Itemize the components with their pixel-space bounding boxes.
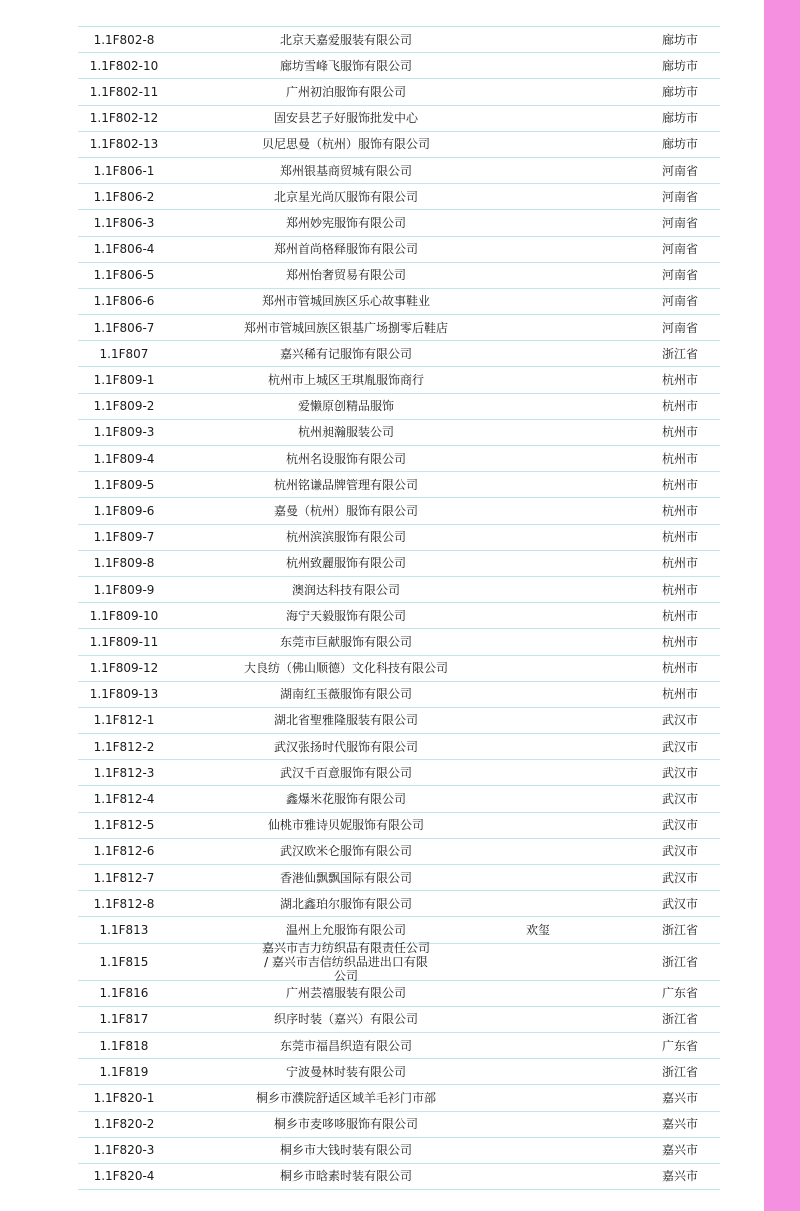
table-row [78,551,720,577]
booth-code-cell: 1.1F813 [99,922,149,937]
company-name-cell: 澳润达科技有限公司 [291,582,400,597]
company-name-cell: 桐乡市大钱时装有限公司 [279,1143,412,1158]
company-name-cell: 杭州致麗服饰有限公司 [285,556,406,571]
booth-code-cell: 1.1F806-3 [93,215,155,230]
region-cell: 杭州市 [661,503,698,518]
table-row [78,813,720,839]
table-row [78,184,720,210]
region-cell: 浙江省 [661,1012,698,1027]
booth-code-cell: 1.1F812-2 [93,739,155,754]
region-cell: 廊坊市 [661,58,698,73]
company-name-cell: 杭州昶瀚服装公司 [297,425,394,440]
region-cell: 武汉市 [661,818,698,833]
company-name-cell: 郑州银基商贸城有限公司 [279,163,412,178]
booth-code-cell: 1.1F812-1 [93,713,155,728]
company-name-cell: 广州芸禧服装有限公司 [285,986,406,1001]
company-name-cell: 鑫爆米花服饰有限公司 [285,792,406,807]
booth-code-cell: 1.1F806-5 [93,268,155,283]
table-row [78,367,720,393]
company-name-cell: 温州上允服饰有限公司 [285,922,406,937]
region-cell: 武汉市 [661,713,698,728]
company-name-cell: 郑州市管城回族区乐心故事鞋业 [261,294,430,309]
table-row [78,210,720,236]
table-row [78,420,720,446]
company-name-cell: 桐乡市晗素时装有限公司 [279,1169,412,1184]
booth-code-cell: 1.1F812-4 [93,792,155,807]
booth-code-cell: 1.1F820-3 [93,1143,155,1158]
region-cell: 杭州市 [661,556,698,571]
company-name-cell: 广州初泊服饰有限公司 [285,84,406,99]
region-cell: 武汉市 [661,765,698,780]
region-cell: 河南省 [661,163,698,178]
region-cell: 杭州市 [661,608,698,623]
region-cell: 廊坊市 [661,84,698,99]
table-row [78,289,720,315]
region-cell: 杭州市 [661,687,698,702]
company-name-cell: 宁波曼林时装有限公司 [285,1064,406,1079]
region-cell: 广东省 [661,986,698,1001]
booth-code-cell: 1.1F818 [99,1038,149,1053]
booth-code-cell: 1.1F802-12 [89,111,159,126]
company-name-cell: 大良纺（佛山顺德）文化科技有限公司 [243,661,448,676]
booth-code-cell: 1.1F802-11 [89,84,159,99]
booth-code-cell: 1.1F802-8 [93,32,155,47]
region-cell: 嘉兴市 [661,1169,698,1184]
booth-code-cell: 1.1F809-11 [89,634,159,649]
table-row [78,1112,720,1138]
table-row [78,577,720,603]
region-cell: 杭州市 [661,399,698,414]
region-cell: 杭州市 [661,451,698,466]
region-cell: 嘉兴市 [661,1143,698,1158]
region-cell: 河南省 [661,215,698,230]
company-name-cell: 桐乡市濮院舒适区域羊毛衫门市部 [255,1090,436,1105]
brand-cell: 欢玺 [525,922,550,937]
booth-code-cell: 1.1F819 [99,1064,149,1079]
exhibitor-table [78,26,720,1190]
booth-code-cell: 1.1F809-7 [93,530,155,545]
company-name-cell: 湖北省聖雅隆服装有限公司 [273,713,418,728]
company-name-cell: 织序时装（嘉兴）有限公司 [273,1012,418,1027]
region-cell: 杭州市 [661,425,698,440]
booth-code-cell: 1.1F812-3 [93,765,155,780]
company-name-cell: 嘉曼（杭州）服饰有限公司 [273,503,418,518]
region-cell: 河南省 [661,294,698,309]
table-row [78,1164,720,1190]
company-name-cell: 爱懒原创精品服饰 [297,399,394,414]
company-name-cell: 杭州滨滨服饰有限公司 [285,530,406,545]
table-row [78,839,720,865]
booth-code-cell: 1.1F812-5 [93,818,155,833]
region-cell: 武汉市 [661,792,698,807]
region-cell: 河南省 [661,189,698,204]
booth-code-cell: 1.1F809-3 [93,425,155,440]
booth-code-cell: 1.1F802-10 [89,58,159,73]
region-cell: 河南省 [661,320,698,335]
region-cell: 河南省 [661,242,698,257]
table-row [78,79,720,105]
booth-code-cell: 1.1F809-5 [93,477,155,492]
table-row [78,760,720,786]
table-row [78,1033,720,1059]
region-cell: 浙江省 [661,954,698,969]
company-name-cell: 桐乡市麦哆哆服饰有限公司 [273,1117,418,1132]
booth-code-cell: 1.1F809-6 [93,503,155,518]
table-row [78,158,720,184]
region-cell: 广东省 [661,1038,698,1053]
table-row [78,891,720,917]
region-cell: 杭州市 [661,582,698,597]
company-name-cell: 嘉兴市吉力纺织品有限责任公司 / 嘉兴市吉信纺织品进出口有限公司 [261,940,430,983]
table-row [78,1059,720,1085]
booth-code-cell: 1.1F812-6 [93,844,155,859]
company-name-cell: 东莞市巨献服饰有限公司 [279,634,412,649]
table-row [78,1007,720,1033]
company-name-cell: 贝尼思曼（杭州）服饰有限公司 [261,137,430,152]
table-row [78,656,720,682]
region-cell: 廊坊市 [661,111,698,126]
company-name-cell: 湖南红玉薇服饰有限公司 [279,687,412,702]
table-row [78,446,720,472]
table-row [78,981,720,1007]
table-row [78,629,720,655]
table-row [78,237,720,263]
table-row [78,525,720,551]
company-name-cell: 东莞市福昌织造有限公司 [279,1038,412,1053]
table-row [78,27,720,53]
region-cell: 廊坊市 [661,32,698,47]
region-cell: 嘉兴市 [661,1090,698,1105]
table-row [78,1138,720,1164]
booth-code-cell: 1.1F806-2 [93,189,155,204]
region-cell: 河南省 [661,268,698,283]
region-cell: 浙江省 [661,922,698,937]
table-row [78,708,720,734]
table-row [78,734,720,760]
side-color-strip [764,0,800,1211]
company-name-cell: 武汉欧米仑服饰有限公司 [279,844,412,859]
booth-code-cell: 1.1F807 [99,346,149,361]
table-row [78,786,720,812]
region-cell: 浙江省 [661,1064,698,1079]
booth-code-cell: 1.1F809-8 [93,556,155,571]
booth-code-cell: 1.1F820-2 [93,1117,155,1132]
booth-code-cell: 1.1F812-7 [93,870,155,885]
company-name-cell: 固安县艺子好服饰批发中心 [273,111,418,126]
company-name-cell: 香港仙飘飘国际有限公司 [279,870,412,885]
booth-code-cell: 1.1F809-9 [93,582,155,597]
booth-code-cell: 1.1F812-8 [93,896,155,911]
booth-code-cell: 1.1F802-13 [89,137,159,152]
table-row [78,940,720,983]
table-row [78,498,720,524]
region-cell: 浙江省 [661,346,698,361]
region-cell: 杭州市 [661,634,698,649]
region-cell: 武汉市 [661,870,698,885]
booth-code-cell: 1.1F820-1 [93,1090,155,1105]
table-row [78,263,720,289]
booth-code-cell: 1.1F809-4 [93,451,155,466]
region-cell: 廊坊市 [661,137,698,152]
company-name-cell: 郑州市管城回族区银基广场捌零后鞋店 [243,320,448,335]
region-cell: 武汉市 [661,896,698,911]
table-row [78,682,720,708]
booth-code-cell: 1.1F806-6 [93,294,155,309]
company-name-cell: 嘉兴稀有记服饰有限公司 [279,346,412,361]
company-name-cell: 海宁天毅服饰有限公司 [285,608,406,623]
booth-code-cell: 1.1F809-10 [89,608,159,623]
table-row [78,472,720,498]
company-name-cell: 郑州妙宪服饰有限公司 [285,215,406,230]
company-name-cell: 仙桃市雅诗贝妮服饰有限公司 [267,818,424,833]
company-name-cell: 杭州名设服饰有限公司 [285,451,406,466]
table-row [78,106,720,132]
region-cell: 杭州市 [661,661,698,676]
company-name-cell: 郑州首尚格释服饰有限公司 [273,242,418,257]
region-cell: 杭州市 [661,477,698,492]
region-cell: 嘉兴市 [661,1117,698,1132]
table-row [78,53,720,79]
table-row [78,315,720,341]
region-cell: 武汉市 [661,739,698,754]
table-row [78,341,720,367]
company-name-cell: 武汉千百意服饰有限公司 [279,765,412,780]
booth-code-cell: 1.1F806-1 [93,163,155,178]
company-name-cell: 郑州怡奢贸易有限公司 [285,268,406,283]
company-name-cell: 杭州铭谦品牌管理有限公司 [273,477,418,492]
booth-code-cell: 1.1F806-4 [93,242,155,257]
booth-code-cell: 1.1F809-2 [93,399,155,414]
booth-code-cell: 1.1F815 [99,954,149,969]
booth-code-cell: 1.1F809-1 [93,373,155,388]
company-name-cell: 武汉张扬时代服饰有限公司 [273,739,418,754]
booth-code-cell: 1.1F816 [99,986,149,1001]
region-cell: 武汉市 [661,844,698,859]
region-cell: 杭州市 [661,530,698,545]
booth-code-cell: 1.1F820-4 [93,1169,155,1184]
table-row [78,1085,720,1111]
booth-code-cell: 1.1F809-13 [89,687,159,702]
company-name-cell: 湖北鑫珀尔服饰有限公司 [279,896,412,911]
booth-code-cell: 1.1F809-12 [89,661,159,676]
company-name-cell: 北京星光尚仄服饰有限公司 [273,189,418,204]
company-name-cell: 廊坊雪峰飞服饰有限公司 [279,58,412,73]
table-row [78,132,720,158]
table-row [78,865,720,891]
table-row [78,394,720,420]
booth-code-cell: 1.1F817 [99,1012,149,1027]
region-cell: 杭州市 [661,373,698,388]
company-name-cell: 杭州市上城区王琪胤服饰商行 [267,373,424,388]
booth-code-cell: 1.1F806-7 [93,320,155,335]
table-row [78,603,720,629]
company-name-cell: 北京天嘉爱服装有限公司 [279,32,412,47]
